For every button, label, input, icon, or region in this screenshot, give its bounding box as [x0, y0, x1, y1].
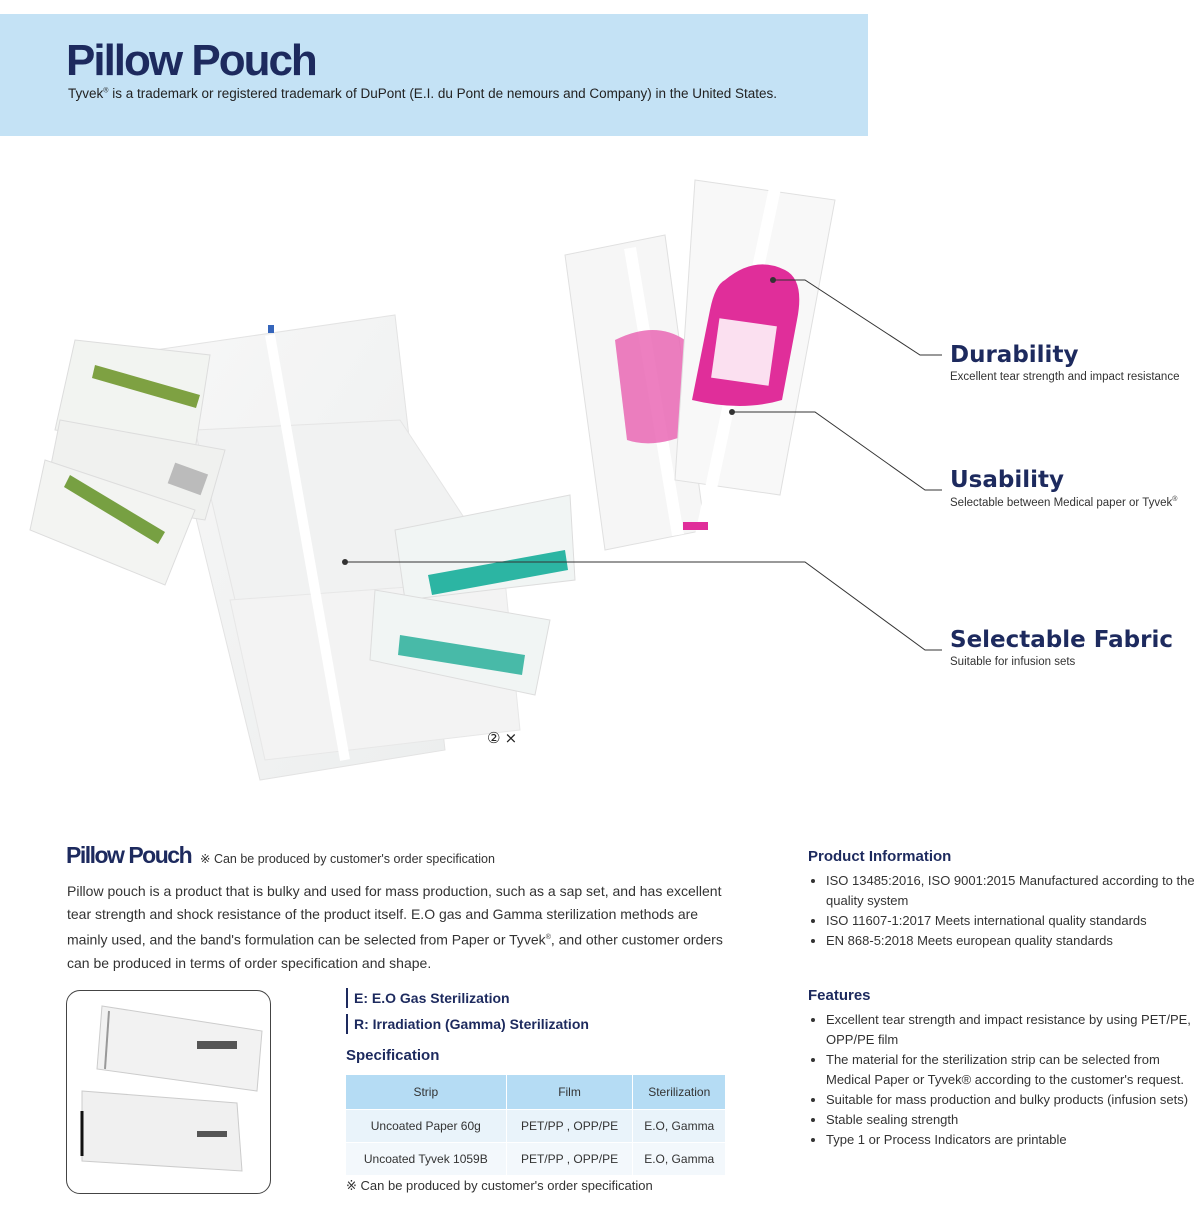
callout-title-usability: Usability — [950, 467, 1064, 493]
thumbnail-image — [67, 991, 270, 1193]
col-header: Strip — [346, 1075, 506, 1110]
callout-title-durability: Durability — [950, 342, 1079, 368]
list-item: • Type 1 or Process Indicators are printable — [826, 1130, 1196, 1150]
specification-footnote: ※ Can be produced by customer's order specification — [346, 1178, 653, 1193]
sterilization-eo: E: E.O Gas Sterilization — [346, 988, 510, 1008]
callout-sub-fabric: Suitable for infusion sets — [950, 656, 1076, 668]
list-item: • ISO 13485:2016, ISO 9001:2015 Manufactured according to the quality system — [826, 871, 1196, 911]
callout-sub-durability: Excellent tear strength and impact resistance — [950, 371, 1180, 383]
specification-table — [346, 1075, 726, 1176]
table-row — [346, 1110, 726, 1143]
features-title: Features — [808, 987, 871, 1004]
list-item: • The material for the sterilization strip can be selected from Medical Paper or Tyvek® according to the customer's request. — [826, 1050, 1196, 1090]
table-cell: PET/PP , OPP/PE — [506, 1110, 633, 1143]
table-cell: Uncoated Tyvek 1059B — [346, 1143, 506, 1176]
list-item: • Suitable for mass production and bulky products (infusion sets) — [826, 1090, 1196, 1110]
list-item: • Excellent tear strength and impact resistance by using PET/PE, OPP/PE film — [826, 1010, 1196, 1050]
features-list — [808, 1010, 1196, 1150]
section-note: ※ Can be produced by customer's order specification — [200, 852, 495, 866]
product-thumbnail — [66, 990, 271, 1194]
list-item: • Stable sealing strength — [826, 1110, 1196, 1130]
page-title: Pillow Pouch — [66, 36, 316, 85]
specification-title: Specification — [346, 1047, 440, 1064]
table-cell: E.O, Gamma — [633, 1143, 726, 1176]
table-cell: PET/PP , OPP/PE — [506, 1143, 633, 1176]
list-item: • ISO 11607-1:2017 Meets international quality standards — [826, 911, 1196, 931]
table-cell: Uncoated Paper 60g — [346, 1110, 506, 1143]
table-header-row — [346, 1075, 726, 1110]
col-header: Film — [506, 1075, 633, 1110]
callout-sub-usability: Selectable between Medical paper or Tyvek® — [950, 496, 1178, 509]
header-banner — [0, 14, 868, 136]
section-title: Pillow Pouch — [66, 842, 192, 868]
sterilization-gamma: R: Irradiation (Gamma) Sterilization — [346, 1014, 589, 1034]
product-description: Pillow pouch is a product that is bulky and used for mass production, such as a sap set, and has excellent tear strength and shock resistance of the product itself. E.O gas and Gamma sterilization methods are mainly used, and the band's formulation can be selected from Paper or Tyvek®, and other customer orders can be produced in terms of order specification and shape. — [67, 883, 723, 971]
product-info-title: Product Information — [808, 848, 952, 865]
col-header: Sterilization — [633, 1075, 726, 1110]
callout-title-fabric: Selectable Fabric — [950, 627, 1173, 653]
list-item: • EN 868-5:2018 Meets european quality standards — [826, 931, 1196, 951]
product-showcase — [0, 150, 1200, 820]
symbols-label: ② ⨯ — [487, 730, 518, 747]
product-info-list — [808, 871, 1196, 951]
table-cell: E.O, Gamma — [633, 1110, 726, 1143]
trademark-notice: Tyvek® is a trademark or registered trademark of DuPont (E.I. du Pont de nemours and Company) in the United States. — [68, 86, 778, 101]
table-row — [346, 1143, 726, 1176]
